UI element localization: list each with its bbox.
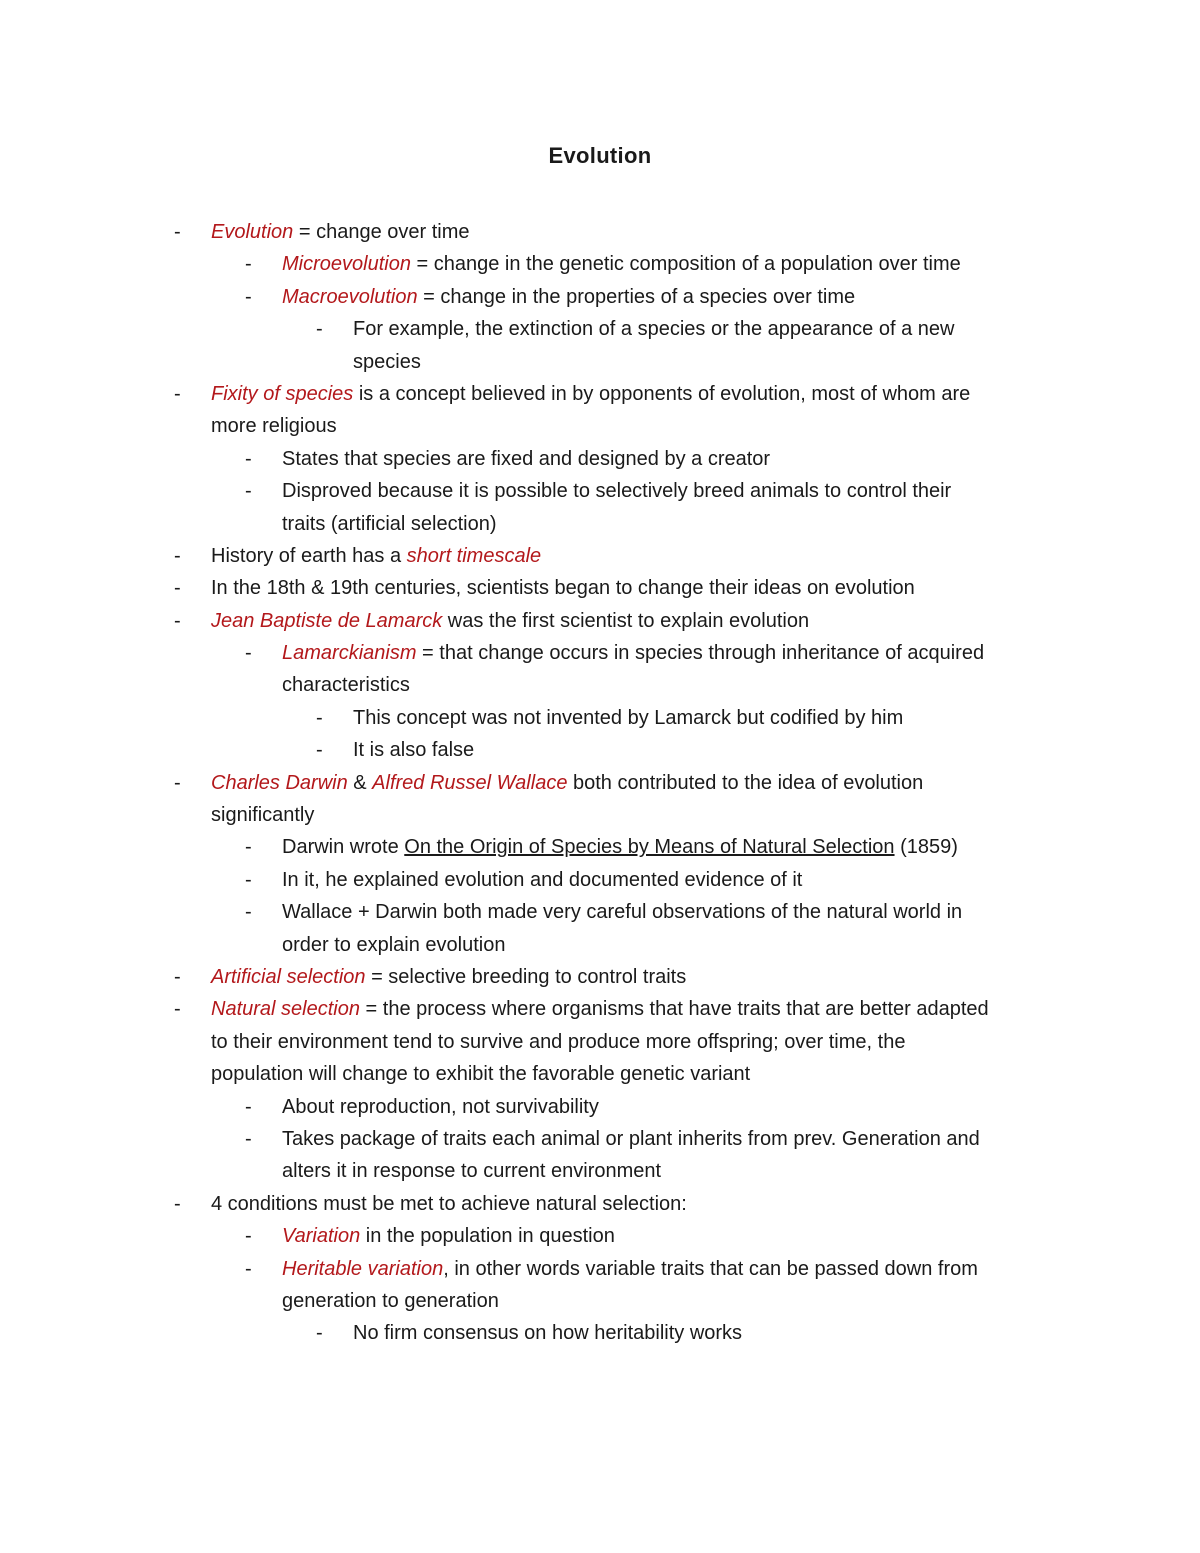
text-segment: = change in the properties of a species over time: [417, 285, 856, 308]
bullet-dash: -: [245, 1257, 252, 1280]
item-text: It is also false: [353, 739, 475, 762]
list-item-continuation: [0, 508, 1200, 540]
list-item: [0, 313, 1200, 345]
list-item: [0, 605, 1200, 637]
text-segment: (1859): [894, 836, 958, 859]
key-term: Evolution: [211, 221, 294, 243]
bullet-dash: -: [174, 221, 181, 243]
item-text: In the 18th & 19th centuries, scientists began to change their ideas on evolution: [211, 577, 915, 600]
list-item: [0, 281, 1200, 313]
bullet-dash: -: [245, 642, 252, 665]
text-segment: = that change occurs in species through inheritance of acquired: [416, 642, 985, 665]
bullet-dash: -: [245, 253, 252, 276]
item-text: Takes package of traits each animal or plant inherits from prev. Generation and: [282, 1127, 980, 1150]
list-item-continuation: [0, 1155, 1200, 1187]
list-item: [0, 637, 1200, 669]
text-segment: both contributed to the idea of evolution: [567, 771, 924, 794]
text-segment: is a concept believed in by opponents of evolution, most of whom are: [353, 382, 971, 405]
list-item-continuation: [0, 669, 1200, 701]
bullet-dash: -: [174, 965, 181, 988]
item-text: population will change to exhibit the favorable genetic variant: [211, 1063, 751, 1086]
item-text: [211, 378, 970, 410]
bullet-dash: -: [174, 1192, 181, 1215]
item-text: States that species are fixed and designed by a creator: [282, 447, 771, 470]
item-text: [282, 637, 984, 669]
key-term: Artificial selection: [211, 965, 366, 988]
item-text: [282, 831, 958, 863]
list-item-continuation: [0, 929, 1200, 961]
list-item: [0, 475, 1200, 507]
list-item: [0, 993, 1200, 1025]
list-item-continuation: [0, 1285, 1200, 1317]
document-title: Evolution: [548, 143, 652, 168]
text-segment: was the first scientist to explain evolution: [442, 609, 810, 632]
item-text: For example, the extinction of a species or the appearance of a new: [353, 318, 955, 341]
list-item: [0, 1188, 1200, 1220]
list-item-continuation: [0, 1026, 1200, 1058]
text-segment: = selective breeding to control traits: [365, 965, 687, 988]
key-term: Jean Baptiste de Lamarck: [211, 609, 443, 632]
bullet-dash: -: [245, 868, 252, 891]
list-item: [0, 1091, 1200, 1123]
key-term: Heritable variation: [282, 1257, 444, 1280]
item-text: About reproduction, not survivability: [282, 1095, 599, 1118]
item-text: [282, 1253, 978, 1285]
text-segment: History of earth has a: [211, 544, 407, 567]
bullet-dash: -: [174, 544, 181, 567]
item-text: order to explain evolution: [282, 933, 506, 956]
text-segment: Darwin wrote: [282, 836, 405, 859]
key-term: Charles Darwin: [211, 771, 348, 794]
bullet-dash: -: [245, 447, 252, 470]
item-text: to their environment tend to survive and produce more offspring; over time, the: [211, 1030, 906, 1053]
text-segment: = change in the genetic composition of a population over time: [410, 253, 961, 276]
list-item: [0, 572, 1200, 604]
item-text: more religious: [211, 415, 337, 438]
bullet-dash: -: [174, 609, 181, 632]
text-segment: = the process where organisms that have traits that are better adapted: [359, 998, 989, 1021]
item-text: Wallace + Darwin both made very careful observations of the natural world in: [282, 901, 963, 924]
item-text: species: [353, 350, 421, 373]
list-item: [0, 1123, 1200, 1155]
bullet-dash: -: [245, 836, 252, 859]
key-term: Alfred Russel Wallace: [372, 771, 568, 794]
list-item: [0, 831, 1200, 863]
text-segment: = change over time: [293, 221, 470, 243]
item-text: alters it in response to current environment: [282, 1160, 662, 1183]
list-item: [0, 1317, 1200, 1349]
item-text: Disproved because it is possible to selectively breed animals to control their: [282, 480, 952, 503]
item-text: [282, 1220, 615, 1252]
item-text: [211, 961, 686, 993]
text-segment: &: [347, 771, 373, 794]
key-term: short timescale: [406, 544, 542, 567]
notes-list: [0, 216, 1200, 1350]
list-item: [0, 216, 1200, 248]
list-item: [0, 734, 1200, 766]
item-text: [211, 540, 541, 572]
key-term: Macroevolution: [282, 285, 418, 308]
bullet-dash: -: [316, 706, 323, 729]
bullet-dash: -: [245, 901, 252, 924]
item-text: No firm consensus on how heritability works: [353, 1322, 743, 1345]
list-item: [0, 864, 1200, 896]
list-item: [0, 378, 1200, 410]
text-segment: , in other words variable traits that can be passed down from: [443, 1257, 978, 1280]
bullet-dash: -: [316, 739, 323, 762]
list-item: [0, 1253, 1200, 1285]
item-text: 4 conditions must be met to achieve natural selection:: [211, 1192, 687, 1215]
item-text: [282, 281, 855, 313]
bullet-dash: -: [316, 1322, 323, 1345]
item-text: This concept was not invented by Lamarck but codified by him: [353, 706, 904, 729]
item-text: generation to generation: [282, 1289, 499, 1312]
list-item: [0, 896, 1200, 928]
list-item-continuation: [0, 410, 1200, 442]
list-item-continuation: [0, 1058, 1200, 1090]
bullet-dash: -: [316, 318, 323, 341]
item-text: significantly: [211, 804, 315, 827]
list-item: [0, 540, 1200, 572]
bullet-dash: -: [174, 577, 181, 600]
key-term: Lamarckianism: [282, 642, 417, 665]
item-text: [211, 216, 470, 248]
list-item-continuation: [0, 799, 1200, 831]
item-text: In it, he explained evolution and documented evidence of it: [282, 868, 803, 891]
bullet-dash: -: [245, 1225, 252, 1248]
bullet-dash: -: [174, 382, 181, 405]
bullet-dash: -: [245, 1127, 252, 1150]
list-item: [0, 248, 1200, 280]
list-item: [0, 767, 1200, 799]
text-segment: in the population in question: [360, 1225, 615, 1248]
key-term: Microevolution: [282, 253, 411, 276]
bullet-dash: -: [245, 480, 252, 503]
bullet-dash: -: [174, 771, 181, 794]
item-text: [211, 993, 989, 1025]
item-text: [211, 767, 923, 799]
bullet-dash: -: [245, 285, 252, 308]
key-term: Natural selection: [211, 998, 360, 1021]
item-text: traits (artificial selection): [282, 512, 497, 535]
bullet-dash: -: [174, 998, 181, 1021]
item-text: [282, 248, 961, 280]
item-text: characteristics: [282, 674, 410, 697]
list-item: [0, 702, 1200, 734]
list-item-continuation: [0, 346, 1200, 378]
list-item: [0, 961, 1200, 993]
key-term: Fixity of species: [211, 382, 354, 405]
item-text: [211, 605, 809, 637]
key-term: Variation: [282, 1225, 361, 1248]
list-item: [0, 443, 1200, 475]
book-title: On the Origin of Species by Means of Natural Selection: [404, 836, 895, 859]
bullet-dash: -: [245, 1095, 252, 1118]
list-item: [0, 1220, 1200, 1252]
